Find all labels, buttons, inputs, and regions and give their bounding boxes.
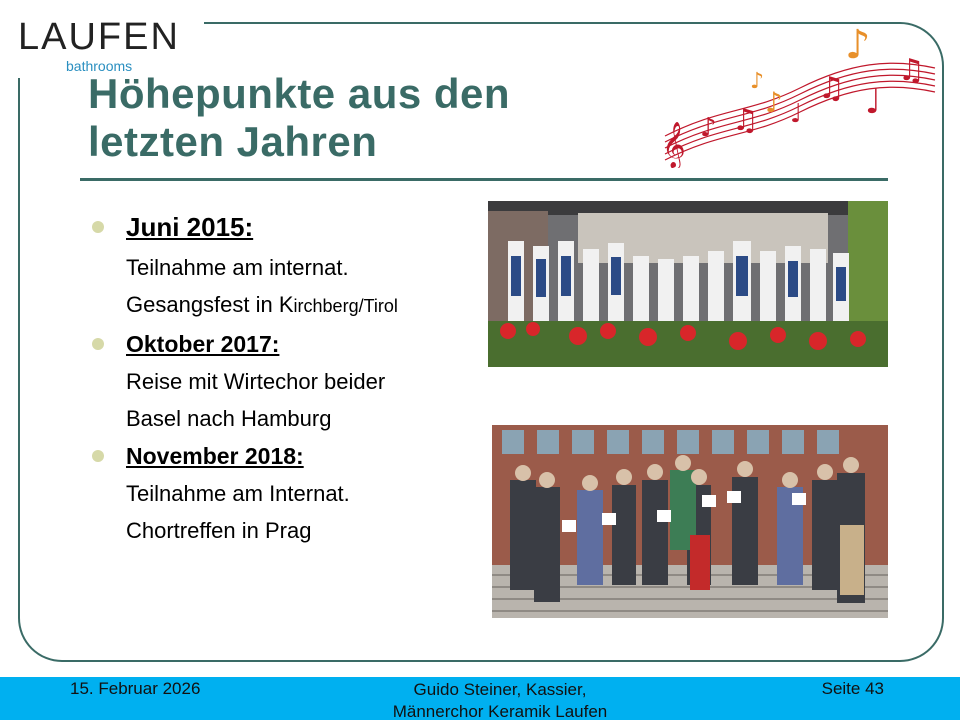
list-item	[90, 437, 490, 549]
item-line: Teilnahme am Internat.	[126, 481, 350, 506]
footer-author	[300, 679, 700, 723]
music-notes-icon	[660, 18, 940, 168]
svg-text:𝄞: 𝄞	[662, 122, 686, 168]
svg-text:♪: ♪	[845, 22, 871, 68]
item-line: Chortreffen in Prag	[126, 518, 312, 543]
footer-author-line-1: Guido Steiner, Kassier,	[413, 680, 587, 699]
choir-stage-photo	[488, 201, 888, 367]
footer-page-number: Seite 43	[821, 679, 884, 698]
svg-text:♪: ♪	[700, 113, 717, 143]
bullet-dot	[92, 338, 104, 350]
item-line	[126, 286, 490, 325]
item-heading: November 2018:	[126, 443, 304, 469]
choir-steps-photo	[492, 425, 888, 618]
item-heading: Oktober 2017:	[126, 331, 280, 357]
item-line: Basel nach Hamburg	[126, 406, 332, 431]
item-line: Teilnahme am internat.	[126, 255, 349, 280]
item-line-part: Gesangsfest in K	[126, 292, 294, 317]
svg-text:♩: ♩	[865, 82, 882, 122]
list-item	[90, 205, 490, 325]
logo-brand: LAUFEN	[18, 16, 180, 58]
title-line-2: letzten Jahren	[88, 118, 378, 165]
svg-text:♫: ♫	[818, 71, 845, 106]
footer-date: 15. Februar 2026	[70, 679, 201, 698]
item-line: Reise mit Wirtechor beider	[126, 369, 386, 394]
title-line-1: Höhepunkte aus den	[88, 70, 511, 117]
highlights-list	[90, 205, 490, 549]
laufen-logo	[14, 16, 204, 78]
item-heading: Juni 2015:	[126, 212, 254, 242]
svg-text:♪: ♪	[765, 86, 783, 119]
logo-sub: bathrooms	[66, 58, 133, 74]
item-line-part-small: irchberg/Tirol	[293, 296, 398, 316]
bullet-dot	[92, 450, 104, 462]
svg-text:♫: ♫	[732, 103, 759, 138]
svg-text:♩: ♩	[790, 99, 803, 129]
slide-footer	[0, 677, 960, 720]
footer-author-line-2: Männerchor Keramik Laufen	[392, 702, 608, 721]
slide-title	[88, 70, 648, 166]
title-divider	[80, 178, 888, 181]
bullet-dot	[92, 221, 104, 233]
svg-text:♫: ♫	[898, 53, 925, 88]
svg-text:♪: ♪	[750, 69, 765, 94]
list-item	[90, 325, 490, 437]
